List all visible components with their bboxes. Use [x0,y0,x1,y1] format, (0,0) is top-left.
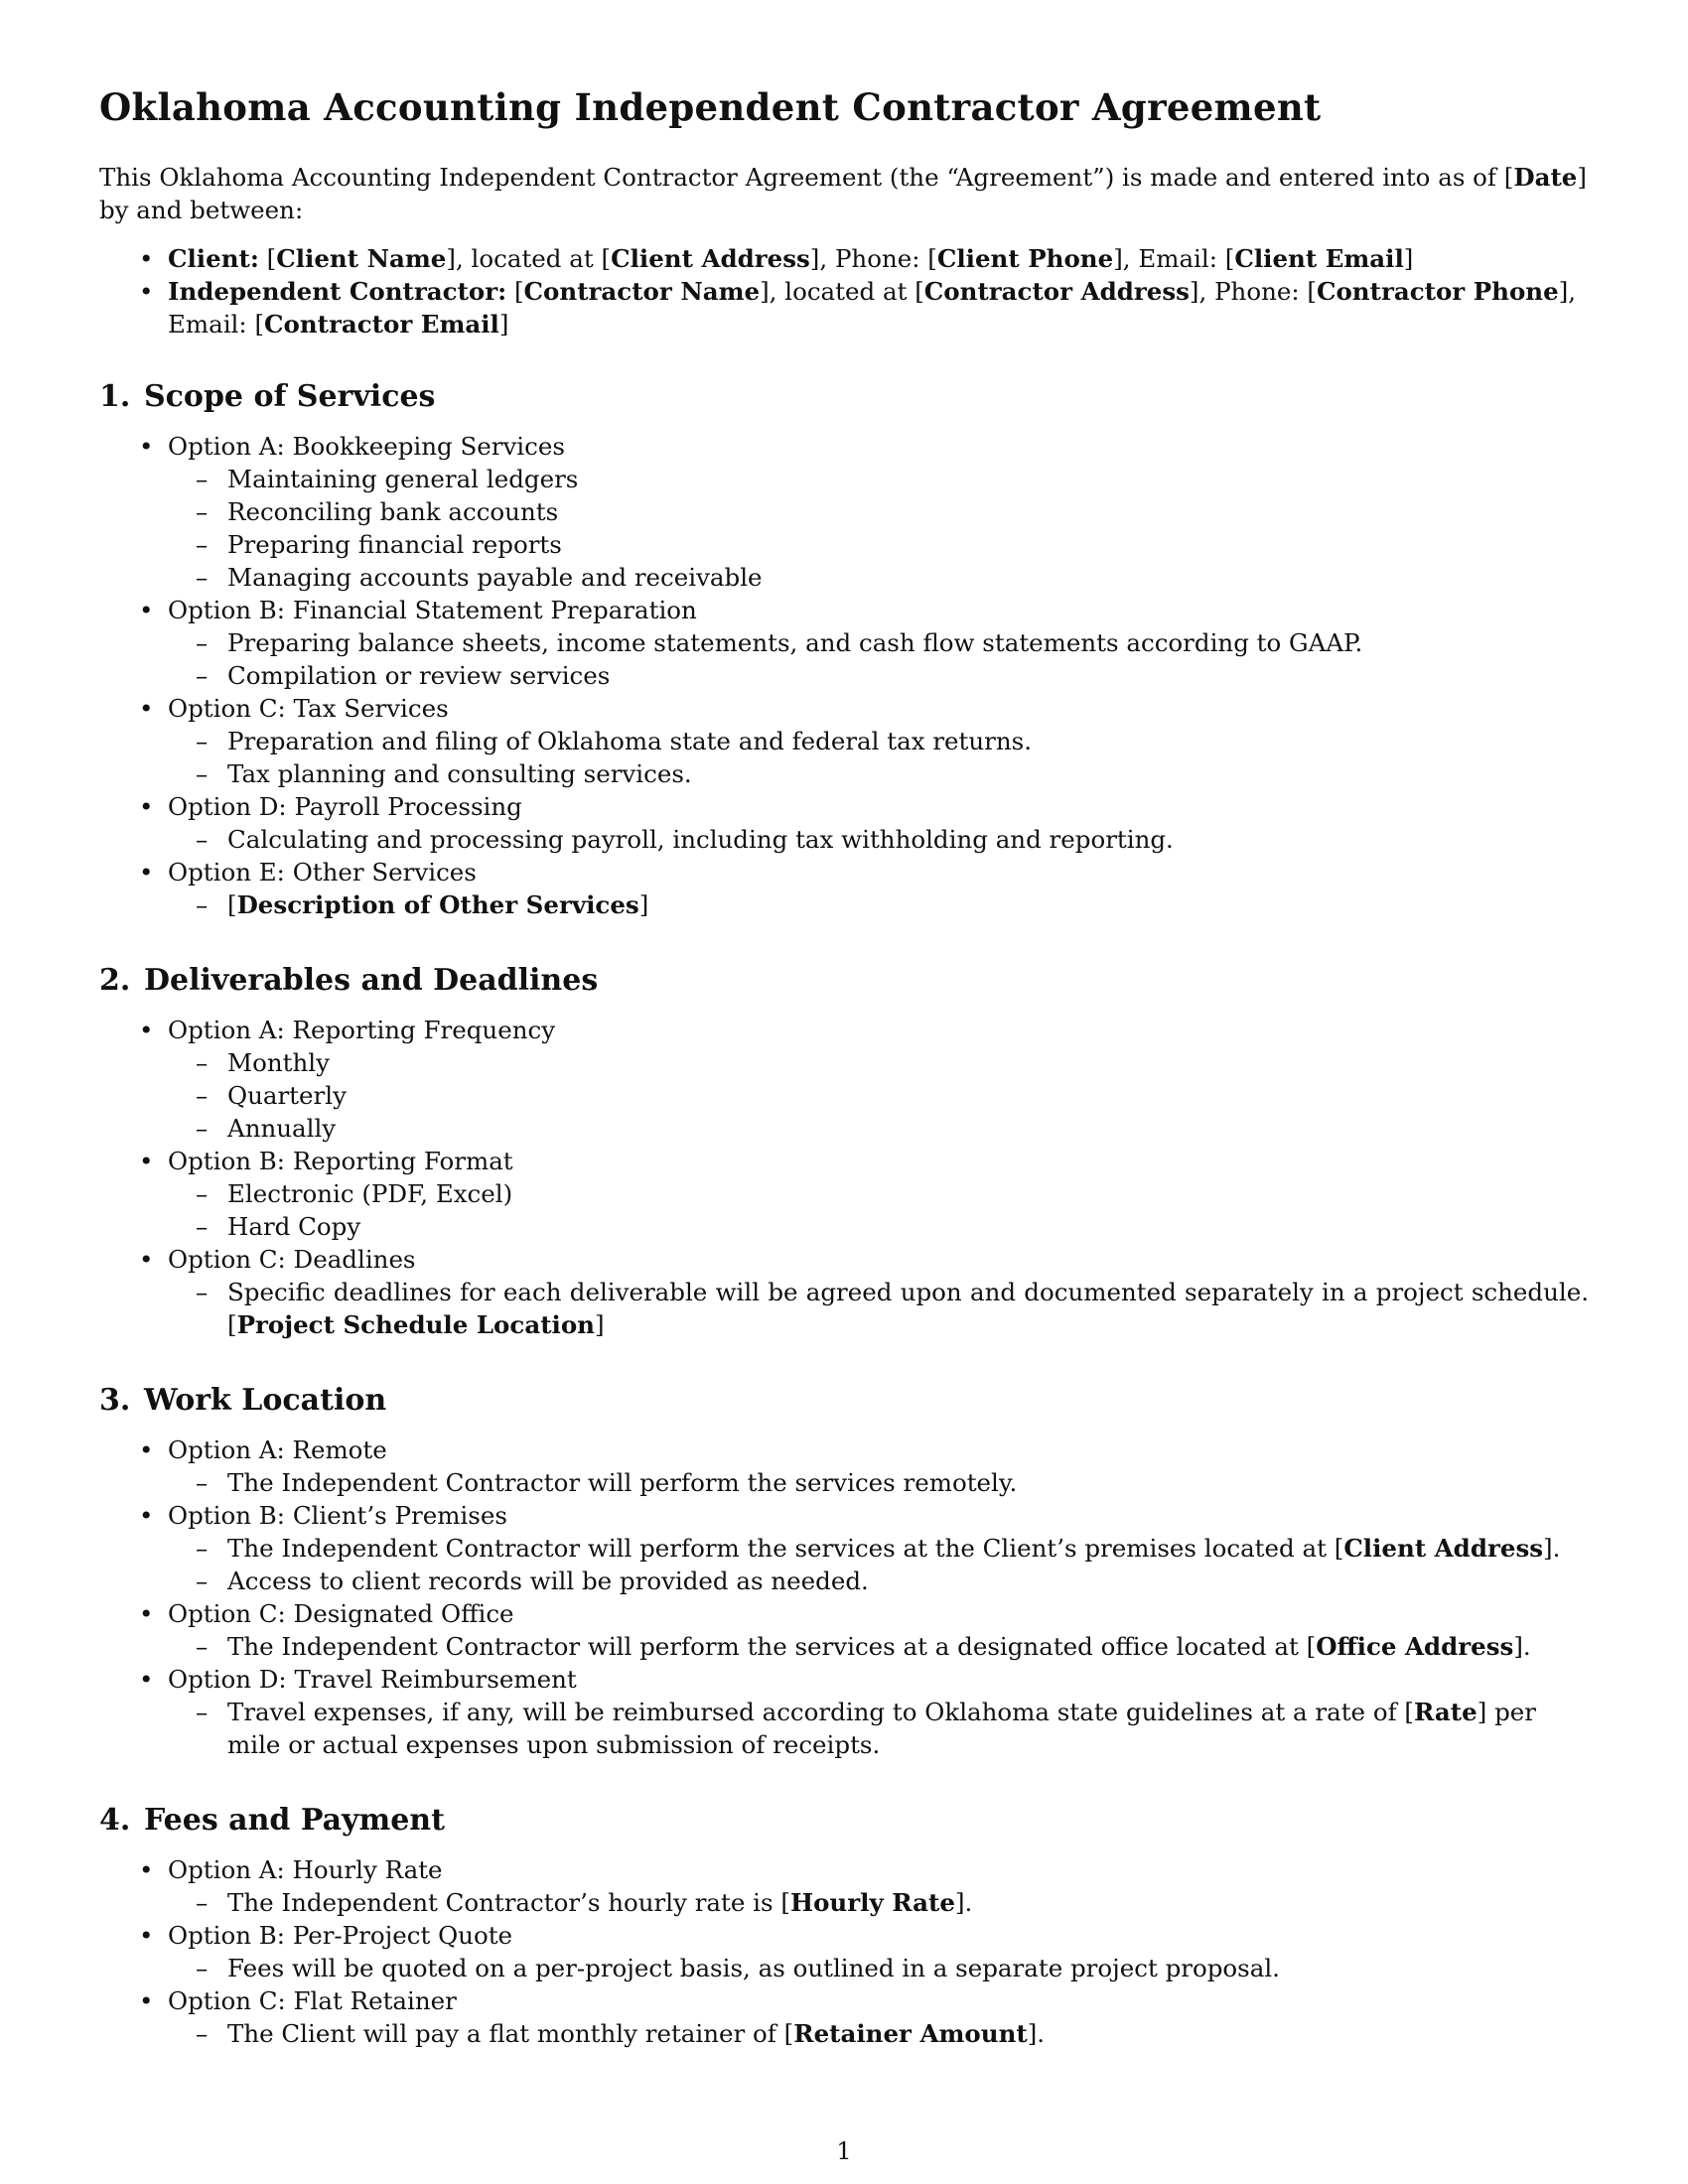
sub-item: – Calculating and processing payroll, including tax withholding and reporting. [99,823,1589,856]
travel-text-after: per mile or actual expenses upon submission of receipts. [227,1698,1536,1759]
sub-list [168,888,1589,921]
client-address-placeholder: Client Address [1343,1534,1544,1563]
option-label: Option C: Flat Retainer [168,1986,457,2015]
rate-placeholder: Rate [1414,1698,1477,1726]
intro-text-before: This Oklahoma Accounting Independent Contractor Agreement (the “Agreement”) is made and entered into as of [ [99,163,1514,192]
section-heading [99,961,1589,1001]
option-label: Option C: Tax Services [168,694,449,723]
option-label: Option A: Reporting Frequency [168,1016,556,1044]
sub-list [168,1952,1589,1984]
option-label: Option C: Deadlines [168,1245,416,1274]
sub-item: – Reconciling bank accounts [99,495,1589,528]
sub-list [168,1177,1589,1243]
client-email-placeholder: Client Email [1234,244,1404,273]
sub-item: – Quarterly [99,1079,1589,1112]
phone-label: Phone: [1214,277,1300,306]
other-services-placeholder: Description of Other Services [236,890,639,919]
sub-item: – The Client will pay a flat monthly retainer of [Retainer Amount]. [99,2017,1589,2050]
option-item [99,1663,1589,1761]
sub-item: – The Independent Contractor will perform the services remotely. [99,1466,1589,1499]
option-item [99,1597,1589,1663]
client-address-placeholder: Client Address [611,244,810,273]
option-item [99,1984,1589,2050]
section-title: Scope of Services [144,379,436,414]
sub-item: – The Independent Contractor’s hourly rate is [Hourly Rate]. [99,1886,1589,1919]
sub-item: – Fees will be quoted on a per-project basis, as outlined in a separate project proposal. [99,1952,1589,1984]
section-deliverables-and-deadlines [99,961,1589,1341]
option-label: Option B: Reporting Format [168,1147,513,1175]
option-item [99,790,1589,856]
option-label: Option B: Per-Project Quote [168,1921,513,1950]
sub-item: – The Independent Contractor will perform the services at a designated office located at [Office Address]. [99,1630,1589,1663]
project-schedule-placeholder: Project Schedule Location [236,1310,595,1339]
section-title: Fees and Payment [144,1803,445,1838]
option-label: Option D: Travel Reimbursement [168,1665,577,1694]
retainer-amount-placeholder: Retainer Amount [793,2019,1028,2048]
office-text: The Independent Contractor will perform the services at a designated office located at [227,1632,1299,1661]
sub-list [168,823,1589,856]
intro-paragraph [99,161,1589,226]
sub-item: – Managing accounts payable and receivable [99,561,1589,594]
option-item [99,1243,1589,1341]
option-label: Option C: Designated Office [168,1599,514,1628]
option-label: Option E: Other Services [168,858,477,887]
sub-list [168,1630,1589,1663]
options-list [99,430,1589,921]
section-heading [99,1801,1589,1841]
options-list [99,1853,1589,2050]
located-at-text: located at [471,244,594,273]
section-number: 1. [99,379,131,414]
option-label: Option D: Payroll Processing [168,792,522,821]
client-phone-placeholder: Client Phone [936,244,1114,273]
options-list [99,1433,1589,1761]
section-scope-of-services [99,377,1589,921]
office-address-placeholder: Office Address [1316,1632,1514,1661]
sub-item: – Maintaining general ledgers [99,463,1589,495]
hourly-rate-placeholder: Hourly Rate [789,1888,955,1917]
contractor-label: Independent Contractor: [168,277,507,306]
option-label: Option B: Client’s Premises [168,1501,507,1530]
section-number: 2. [99,963,131,998]
option-item [99,1919,1589,1984]
sub-list [168,1696,1589,1761]
contractor-email-placeholder: Contractor Email [264,310,499,339]
email-label: Email: [168,310,247,339]
option-item [99,430,1589,594]
page-number: 1 [836,2137,852,2165]
contractor-name-placeholder: Contractor Name [523,277,761,306]
option-item [99,1499,1589,1597]
premises-text: The Independent Contractor will perform the services at the Client’s premises located at [227,1534,1327,1563]
sub-list [168,2017,1589,2050]
sub-item: – Compilation or review services [99,659,1589,692]
located-at-text: located at [784,277,908,306]
sub-list [168,1046,1589,1145]
contractor-address-placeholder: Contractor Address [923,277,1190,306]
date-placeholder: Date [1513,163,1578,192]
sub-item: – Monthly [99,1046,1589,1079]
document-title: Oklahoma Accounting Independent Contractor Agreement [99,85,1322,129]
sub-item: – Annually [99,1112,1589,1145]
intro-text-after: ] by and between: [99,163,1587,224]
section-number: 4. [99,1803,131,1838]
phone-label: Phone: [834,244,920,273]
option-label: Option A: Remote [168,1435,387,1464]
sub-item: – Tax planning and consulting services. [99,757,1589,790]
retainer-text: The Client will pay a flat monthly retainer of [227,2019,776,2048]
option-item [99,594,1589,692]
deadlines-text: Specific deadlines for each deliverable will be agreed upon and documented separately in a project schedule. [227,1278,1589,1306]
party-client: • Client: [Client Name], located at [Client Address], Phone: [Client Phone], Email: [Client Email] [99,242,1589,275]
option-label: Option A: Bookkeeping Services [168,432,565,461]
section-title: Work Location [144,1383,387,1418]
sub-item: – [Description of Other Services] [99,888,1589,921]
options-list [99,1014,1589,1341]
sub-list [168,1886,1589,1919]
option-label: Option A: Hourly Rate [168,1855,443,1884]
client-name-placeholder: Client Name [276,244,447,273]
parties-list [99,242,1589,341]
sub-list [168,1276,1589,1341]
sub-item: – Access to client records will be provided as needed. [99,1565,1589,1597]
option-label: Option B: Financial Statement Preparation [168,596,697,624]
travel-text-before: Travel expenses, if any, will be reimbursed according to Oklahoma state guidelines at a rate of [227,1698,1397,1726]
sub-list [168,1532,1589,1597]
section-number: 3. [99,1383,131,1418]
party-contractor: • Independent Contractor: [Contractor Name], located at [Contractor Address], Phone: [Contractor Phone], Email: [Contractor Email] [99,275,1589,341]
sub-item: – Preparing financial reports [99,528,1589,561]
sub-item: – Preparing balance sheets, income statements, and cash flow statements according to GAAP. [99,626,1589,659]
sub-list [168,463,1589,594]
sub-item: – Travel expenses, if any, will be reimbursed according to Oklahoma state guidelines at a rate of [Rate] per mile or actual expenses upon submission of receipts. [99,1696,1589,1761]
sub-item: – Specific deadlines for each deliverable will be agreed upon and documented separately in a project schedule. [Project Schedule Location] [99,1276,1589,1341]
option-item [99,692,1589,790]
option-item [99,856,1589,921]
section-title: Deliverables and Deadlines [144,963,599,998]
option-item [99,1014,1589,1145]
sub-item: – Preparation and filing of Oklahoma state and federal tax returns. [99,725,1589,757]
email-label: Email: [1138,244,1217,273]
hourly-rate-text: The Independent Contractor’s hourly rate is [227,1888,774,1917]
sub-item: – Electronic (PDF, Excel) [99,1177,1589,1210]
sub-item: – Hard Copy [99,1210,1589,1243]
section-work-location [99,1381,1589,1761]
contractor-phone-placeholder: Contractor Phone [1316,277,1559,306]
section-fees-and-payment [99,1801,1589,2050]
sub-list [168,1466,1589,1499]
option-item [99,1433,1589,1499]
sub-item: – The Independent Contractor will perform the services at the Client’s premises located at [Client Address]. [99,1532,1589,1565]
client-label: Client: [168,244,259,273]
sub-list [168,626,1589,692]
section-heading [99,1381,1589,1421]
option-item [99,1853,1589,1919]
option-item [99,1145,1589,1243]
sub-list [168,725,1589,790]
section-heading [99,377,1589,417]
